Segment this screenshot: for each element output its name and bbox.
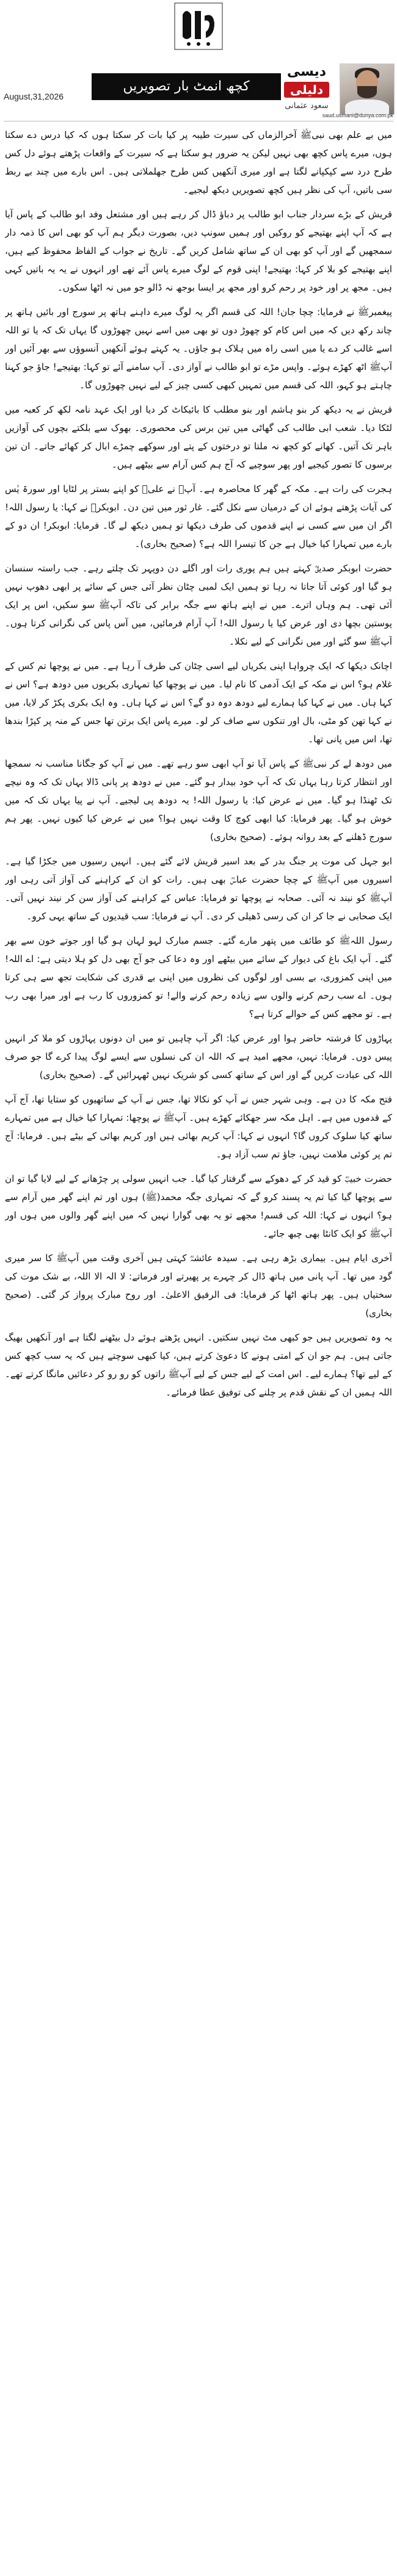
paragraph: آخری ایام ہیں۔ بیماری بڑھ رہی ہے۔ سیدہ عائشہؓ کہتی ہیں آخری وقت میں آپﷺ کا سر میری گود میں تھا۔ آپ پانی میں ہاتھ ڈال کر چہرے پر پھیرتے اور فرماتے: لا الہ الا اللہ، بے شک موت کی سختیاں ہیں۔ پھر ہاتھ اٹھا کر فرمایا: فی الرفیق الاعلیٰ۔ اور روح مبارک پرواز کر گئی۔ (صحیح بخاری) — [5, 1253, 392, 1319]
article-body — [5, 126, 392, 2567]
masthead — [0, 0, 397, 55]
paragraph: ابو جہل کی موت پر جنگ بدر کے بعد اسیر قریش لائے گئے ہیں۔ انہیں رسیوں میں جکڑا گیا ہے۔ اسیروں میں آپﷺ کے چچا حضرت عباسؓ بھی ہیں۔ رات کو ان کے کراہنے کی آواز آتی رہی اور آپﷺ کو نیند نہ آئی۔ صحابہ نے پوچھا تو فرمایا: عباس کے کراہنے کی آواز سن کر نیند نہیں آتی۔ ایک صحابی نے جا کر ان کی رسی ڈھیلی کر دی۔ آپ نے فرمایا: سب قیدیوں کے ساتھ یہی کرو۔ — [5, 856, 392, 922]
article-title: کچھ انمٹ بار تصویریں — [92, 73, 281, 100]
paragraph: فتح مکہ کا دن ہے۔ وہی شہر جس نے آپ کو نکالا تھا، جس نے آپ کے ساتھیوں کو ستایا تھا، آج آپ کے قدموں میں ہے۔ اہل مکہ سر جھکائے کھڑے ہیں۔ آپﷺ نے پوچھا: تمہارا کیا خیال ہے میں تمہارے ساتھ کیا سلوک کروں گا؟ انہوں نے کہا: آپ کریم بھائی ہیں اور کریم بھائی کے بیٹے ہیں۔ فرمایا: آج تم پر کوئی ملامت نہیں، جاؤ تم سب آزاد ہو۔ — [5, 1094, 392, 1160]
dunya-logo-mark — [174, 2, 223, 50]
publish-date: August,31,2026 — [4, 92, 64, 101]
paragraph: یہ وہ تصویریں ہیں جو کبھی مٹ نہیں سکتیں۔ انہیں پڑھتے ہوئے دل بیٹھنے لگتا ہے اور آنکھیں بھیگ جاتی ہیں۔ ہم جو ان کے امتی ہونے کا دعویٰ کرتے ہیں، کیا کبھی سوچتے ہیں کہ یہ سب کچھ کس کے لیے تھا؟ ہمارے لیے۔ اس امت کے لیے جس کے لیے آپﷺ راتوں کو رو رو کر دعائیں مانگا کرتے تھے۔ اللہ ہمیں ان کے نقش قدم پر چلنے کی توفیق عطا فرمائے۔ — [5, 1332, 392, 1398]
paragraph: قریش کے بڑے سردار جناب ابو طالب پر دباؤ ڈال کر رہے ہیں اور مشتعل وفد ابو طالب کے پاس آیا ہے کہ آپ اپنے بھتیجے کو روکیں اور ہمیں سونپ دیں، بصورت دیگر ہم آپ کو بھی اس کا ذمہ دار سمجھیں گے اور آپ کو بھی ان کے ساتھ شامل کریں گے۔ تاریخ نے جواب کے الفاظ محفوظ کیے ہیں، اپنے بھتیجے کو بلا کر کہا: بھتیجے! اپنی قوم کے لوگ میرے پاس آئے تھے اور انہوں نے یہ یہ باتیں کہی ہیں۔ مجھ پر اور خود پر رحم کرو اور مجھ پر ایسا بوجھ نہ ڈالو جو میں نہ اٹھا سکوں۔ — [5, 209, 392, 293]
paragraph: میں دودھ لے کر نبیﷺ کے پاس آیا تو آپ ابھی سو رہے تھے۔ میں نے آپ کو جگانا مناسب نہ سمجھا اور انتظار کرتا رہا یہاں تک کہ آپ خود بیدار ہو گئے۔ میں نے دودھ پر پانی ڈالا یہاں تک کہ وہ نیچے تک ٹھنڈا ہو گیا۔ میں نے عرض کیا: یا رسول اللہ! یہ دودھ پی لیجیے۔ آپ نے پیا یہاں تک کہ میں خوش ہو گیا۔ پھر فرمایا: کیا ابھی کوچ کا وقت نہیں ہوا؟ میں نے عرض کیا کیوں نہیں۔ پھر ہم سورج ڈھلنے کے بعد روانہ ہوئے۔ (صحیح بخاری) — [5, 758, 392, 842]
author-name: سعود عثمانی — [285, 101, 329, 110]
paragraph: پہاڑوں کا فرشتہ حاضر ہوا اور عرض کیا: اگر آپ چاہیں تو میں ان دونوں پہاڑوں کو ملا کر انہیں پیس دوں۔ فرمایا: نہیں، مجھے امید ہے کہ اللہ ان کی نسلوں سے ایسے لوگ پیدا کرے گا جو صرف اللہ کی عبادت کریں گے اور اس کے ساتھ کسی کو شریک نہیں ٹھہرائیں گے۔ (صحیح بخاری) — [5, 1033, 392, 1080]
column-badge-top: دیسی — [286, 64, 327, 79]
paragraph: حضرت خبیبؓ کو قید کر کے دھوکے سے گرفتار کیا گیا۔ جب انہیں سولی پر چڑھانے کے لیے لایا گیا تو ان سے پوچھا گیا کیا تم یہ پسند کرو گے کہ تمہاری جگہ محمد(ﷺ) ہوں اور تم اپنے گھر میں آرام سے ہو؟ انہوں نے کہا: اللہ کی قسم! مجھے تو یہ بھی گوارا نہیں کہ میں اپنے گھر والوں میں ہوں اور آپﷺ کو ایک کانٹا بھی چبھ جائے۔ — [5, 1173, 392, 1239]
author-photo — [340, 63, 395, 115]
paragraph: حضرت ابوبکر صدیقؓ کہتے ہیں ہم پوری رات اور اگلے دن دوپہر تک چلتے رہے۔ جب راستہ سنسان ہو گیا اور کوئی آتا جاتا نہ رہا تو ہمیں ایک لمبی چٹان نظر آئی جس کے سائے پر ابھی دھوپ نہیں آئی تھی۔ ہم وہاں اترے۔ میں نے اپنے ہاتھ سے جگہ برابر کی تاکہ آپﷺ سو سکیں، اس پر ایک پوستین بچھا دی اور عرض کیا یا رسول اللہ! آپ آرام فرمائیں، میں آس پاس کی نگرانی کرتا ہوں۔ آپﷺ سو گئے اور میں نگرانی کے لیے نکلا۔ — [5, 563, 392, 647]
paragraph: میں بے علم بھی نبیﷺ آخرالزماں کی سیرت طیبہ پر کیا بات کر سکتا ہوں کہ کیا درس دے سکتا ہوں، میرے پاس کچھ بھی نہیں لیکن یہ ضرور ہو سکتا ہے کہ سیرت کے واقعات پڑھتے ہوئے دل کس طرح درد سے کپکپانے لگتا ہے اور میری آنکھیں کس طرح جھلملاتی ہیں۔ اس بارے میں چند بے ربط سی باتیں، آپ کی نظر ہیں کچھ تصویریں دیکھ لیجیے۔ — [5, 129, 392, 195]
column-badge-bottom: دلیلی — [284, 82, 329, 98]
paragraph: پیغمبرﷺ نے فرمایا: چچا جان! اللہ کی قسم اگر یہ لوگ میرے داہنے ہاتھ پر سورج اور بائیں ہاتھ پر چاند رکھ دیں کہ میں اس کام کو چھوڑ دوں تو بھی میں اسے نہیں چھوڑوں گا یہاں تک کہ یا تو اللہ اسے غالب کر دے یا میں اسی راہ میں ہلاک ہو جاؤں۔ یہ کہتے ہوئے آنکھیں آنسوؤں سے بھر آئیں اور آپﷺ اٹھ کھڑے ہوئے۔ واپس مڑے تو ابو طالب نے آواز دی۔ آپ سامنے آئے تو کہا: بھتیجے! جاؤ جو کہنا چاہتے ہو کہو، اللہ کی قسم میں تمہیں کبھی کسی چیز کے لیے نہیں چھوڑوں گا۔ — [5, 306, 392, 391]
paragraph: اچانک دیکھا کہ ایک چرواہا اپنی بکریاں لیے اسی چٹان کی طرف آ رہا ہے۔ میں نے پوچھا تم کس کے غلام ہو؟ اس نے مکہ کے ایک آدمی کا نام لیا۔ میں نے پوچھا کیا تمہاری بکریوں میں دودھ ہے؟ اس نے کہا ہاں۔ میں نے کہا کیا ہمارے لیے دودھ دوہ دو گے؟ اس نے کہا ہاں۔ وہ ایک بکری پکڑ کر لایا، میں نے کہا تھن کو مٹی، بال اور تنکوں سے صاف کر لو۔ میرے پاس ایک برتن تھا جس کے منہ پر کپڑا بندھا تھا، اس میں پانی تھا۔ — [5, 660, 392, 745]
dunya-logo — [174, 2, 223, 50]
author-email: saud.usmani@dunya.com.pk — [322, 112, 393, 118]
paragraph: ہجرت کی رات ہے۔ مکہ کے گھر کا محاصرہ ہے۔ آپﷺ نے علیؓ کو اپنے بستر پر لٹایا اور سورۃ یٰس کی آیات پڑھتے ہوئے ان کے درمیان سے نکل گئے۔ غار ثور میں تین دن۔ ابوبکرؓ نے کہا: یا رسول اللہ! اگر ان میں سے کسی نے اپنے قدموں کی طرف دیکھا تو ہمیں دیکھ لے گا۔ فرمایا: ابوبکر! ان دو کے بارے میں تمہارا کیا خیال ہے جن کا تیسرا اللہ ہے؟ (صحیح بخاری)۔ — [5, 483, 392, 549]
column-badge — [277, 63, 336, 103]
paragraph: قریش نے یہ دیکھ کر بنو ہاشم اور بنو مطلب کا بائیکاٹ کر دیا اور ایک عہد نامہ لکھ کر کعبہ میں لٹکا دیا۔ شعب ابی طالب کی گھاٹی میں تین برس کی محصوری۔ بھوک سے بلکتے بچوں کی آوازیں باہر تک آتیں۔ کھانے کو کچھ نہ ملتا تو درختوں کے پتے اور سوکھے چمڑے ابال کر کھائے جاتے۔ ان تین برسوں کا تصور کیجیے اور پھر سوچیے کہ آج ہم کس آرام سے بیٹھے ہیں۔ — [5, 404, 392, 470]
paragraph: رسول اللہﷺ کو طائف میں پتھر مارے گئے۔ جسم مبارک لہو لہان ہو گیا اور جوتے خون سے بھر گئے۔ آپ ایک باغ کی دیوار کے سائے میں بیٹھے اور وہ دعا کی جو آج بھی دل کو ہلا دیتی ہے: اے اللہ! میں اپنی کمزوری، بے بسی اور لوگوں کی نظروں میں اپنی بے قدری کی شکایت تجھ سے ہی کرتا ہوں۔ اے سب رحم کرنے والوں سے زیادہ رحم کرنے والے! تو کمزوروں کا رب ہے اور میرا بھی رب ہے۔ تو مجھے کس کے حوالے کرتا ہے؟ — [5, 935, 392, 1019]
